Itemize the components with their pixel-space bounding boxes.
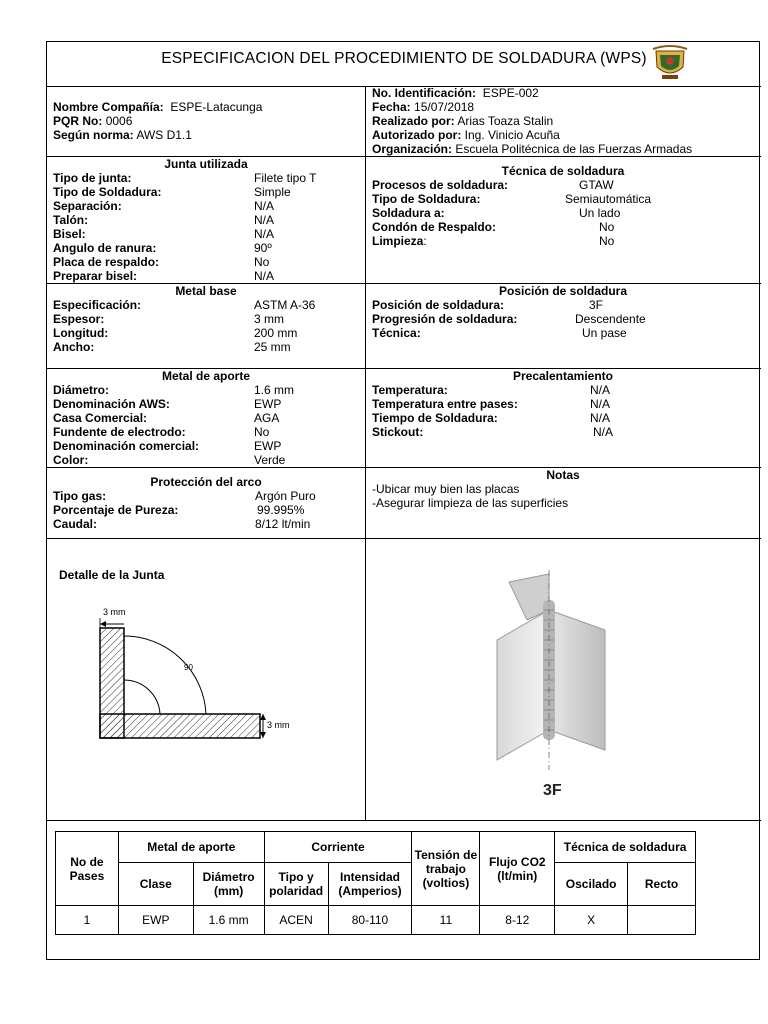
metal-base-value: ASTM A-36	[254, 298, 316, 312]
precal-label: Tiempo de Soldadura:	[372, 411, 498, 425]
header-corriente: Corriente	[264, 832, 412, 863]
posicion-value: Descendente	[575, 312, 646, 326]
identification-row: No. Identificación: ESPE-002	[372, 86, 539, 100]
aporte-label: Fundente de electrodo:	[53, 425, 186, 439]
cell-intensidad: 80-110	[328, 906, 412, 935]
metal-base-value: 3 mm	[254, 312, 284, 326]
precalentamiento-heading: Precalentamiento	[512, 369, 614, 383]
posicion-value: 3F	[589, 298, 604, 312]
junta-value: N/A	[254, 269, 275, 283]
posicion-value: Un pase	[582, 326, 627, 340]
proteccion-label: Porcentaje de Pureza:	[53, 503, 179, 517]
proteccion-value: 99.995%	[257, 503, 305, 517]
tecnica-value: No	[599, 234, 615, 248]
posicion-label: Progresión de soldadura:	[372, 312, 518, 326]
tecnica-value: Un lado	[579, 206, 621, 220]
header-oscilado: Oscilado	[555, 863, 628, 906]
junta-value: N/A	[254, 199, 275, 213]
junta-value: Simple	[254, 185, 291, 199]
proteccion-value: Argón Puro	[255, 489, 316, 503]
header-clase: Clase	[118, 863, 193, 906]
metal-base-label: Ancho:	[53, 340, 95, 354]
precal-value: N/A	[590, 397, 611, 411]
metal-base-label: Especificación:	[53, 298, 142, 312]
tecnica-label: Condón de Respaldo:	[372, 220, 496, 234]
tecnica-value: GTAW	[579, 178, 614, 192]
aporte-value: Verde	[254, 453, 286, 467]
detalle-heading: Detalle de la Junta	[59, 568, 165, 582]
position-3f-label: 3F	[543, 782, 562, 799]
junta-label: Placa de respaldo:	[53, 255, 160, 269]
proteccion-label: Caudal:	[53, 517, 98, 531]
header-diametro: Diámetro (mm)	[193, 863, 264, 906]
junta-value: N/A	[254, 227, 275, 241]
nota-line: -Ubicar muy bien las placas	[372, 482, 520, 496]
tecnica-label: Tipo de Soldadura:	[372, 192, 481, 206]
cell-diametro: 1.6 mm	[193, 906, 264, 935]
notas-heading: Notas	[546, 468, 580, 482]
university-logo	[650, 45, 690, 83]
posicion-heading: Posición de soldadura	[498, 284, 628, 298]
aporte-value: 1.6 mm	[254, 383, 295, 397]
metal-base-heading: Metal base	[175, 284, 237, 298]
precal-value: N/A	[590, 411, 611, 425]
precal-value: N/A	[593, 425, 614, 439]
pqr-row: PQR No: 0006	[53, 114, 133, 128]
precal-label: Stickout:	[372, 425, 424, 439]
precal-label: Temperatura entre pases:	[372, 397, 518, 411]
proteccion-heading: Protección del arco	[150, 475, 262, 489]
junta-heading: Junta utilizada	[164, 157, 248, 171]
tecnica-heading: Técnica de soldadura	[501, 164, 625, 178]
aporte-value: No	[254, 425, 270, 439]
dim-top-label: 3 mm	[103, 607, 126, 617]
cell-flujo: 8-12	[480, 906, 555, 935]
junta-label: Preparar bisel:	[53, 269, 138, 283]
junta-label: Separación:	[53, 199, 122, 213]
header-tension: Tensión de trabajo (voltios)	[412, 832, 480, 906]
norma-row: Según norma: AWS D1.1	[53, 128, 192, 142]
metal-base-value: 200 mm	[254, 326, 298, 340]
tecnica-label: Soldadura a:	[372, 206, 445, 220]
junta-value: 90º	[254, 241, 272, 255]
tecnica-value: Semiautomática	[565, 192, 652, 206]
aporte-value: EWP	[254, 397, 282, 411]
aporte-label: Color:	[53, 453, 89, 467]
cell-tipo: ACEN	[264, 906, 328, 935]
junta-value: Filete tipo T	[254, 171, 317, 185]
junta-label: Bisel:	[53, 227, 86, 241]
junta-value: N/A	[254, 213, 275, 227]
aporte-label: Denominación comercial:	[53, 439, 200, 453]
junta-label: Tipo de Soldadura:	[53, 185, 162, 199]
cell-oscilado: X	[555, 906, 628, 935]
table-row	[56, 906, 696, 935]
precal-label: Temperatura:	[372, 383, 448, 397]
angle-label: 90	[184, 663, 193, 672]
posicion-label: Posición de soldadura:	[372, 298, 505, 312]
metal-base-value: 25 mm	[254, 340, 291, 354]
organizacion-row: Organización: Escuela Politécnica de las Fuerzas Armadas	[372, 142, 693, 156]
aporte-label: Diámetro:	[53, 383, 110, 397]
autorizado-row: Autorizado por: Ing. Vinicio Acuña	[372, 128, 560, 142]
proteccion-label: Tipo gas:	[53, 489, 107, 503]
realizado-row: Realizado por: Arias Toaza Stalin	[372, 114, 554, 128]
company-name-row: Nombre Compañía: ESPE-Latacunga	[53, 100, 263, 114]
header-tecnica: Técnica de soldadura	[555, 832, 696, 863]
metal-base-label: Espesor:	[53, 312, 105, 326]
aporte-value: AGA	[254, 411, 280, 425]
3f-position-illustration	[487, 570, 667, 800]
header-recto: Recto	[628, 863, 696, 906]
junta-label: Angulo de ranura:	[53, 241, 157, 255]
header-intensidad: Intensidad (Amperios)	[328, 863, 412, 906]
aporte-label: Casa Comercial:	[53, 411, 148, 425]
passes-table	[55, 831, 696, 935]
aporte-value: EWP	[254, 439, 282, 453]
tecnica-label: Procesos de soldadura:	[372, 178, 509, 192]
aporte-label: Denominación AWS:	[53, 397, 170, 411]
header-metal-aporte: Metal de aporte	[118, 832, 264, 863]
header-tipo-polaridad: Tipo y polaridad	[264, 863, 328, 906]
document-title: ESPECIFICACION DEL PROCEDIMIENTO DE SOLDADURA (WPS)	[161, 50, 647, 67]
cell-no: 1	[56, 906, 119, 935]
limpieza-row: Limpieza:	[372, 234, 427, 248]
header-flujo: Flujo CO2 (lt/min)	[480, 832, 555, 906]
wps-document	[46, 41, 760, 960]
dim-side-label: 3 mm	[267, 720, 290, 730]
metal-base-label: Longitud:	[53, 326, 109, 340]
nota-line: -Asegurar limpieza de las superficies	[372, 496, 569, 510]
header-no-pases: No de Pases	[56, 832, 119, 906]
precal-value: N/A	[590, 383, 611, 397]
aporte-heading: Metal de aporte	[161, 369, 251, 383]
cell-tension: 11	[412, 906, 480, 935]
junta-label: Talón:	[53, 213, 89, 227]
cell-recto	[628, 906, 696, 935]
tecnica-value: No	[599, 220, 615, 234]
posicion-label: Técnica:	[372, 326, 421, 340]
junta-label: Tipo de junta:	[53, 171, 132, 185]
cell-clase: EWP	[118, 906, 193, 935]
junta-value: No	[254, 255, 270, 269]
proteccion-value: 8/12 lt/min	[255, 517, 311, 531]
fecha-row: Fecha: 15/07/2018	[372, 100, 475, 114]
